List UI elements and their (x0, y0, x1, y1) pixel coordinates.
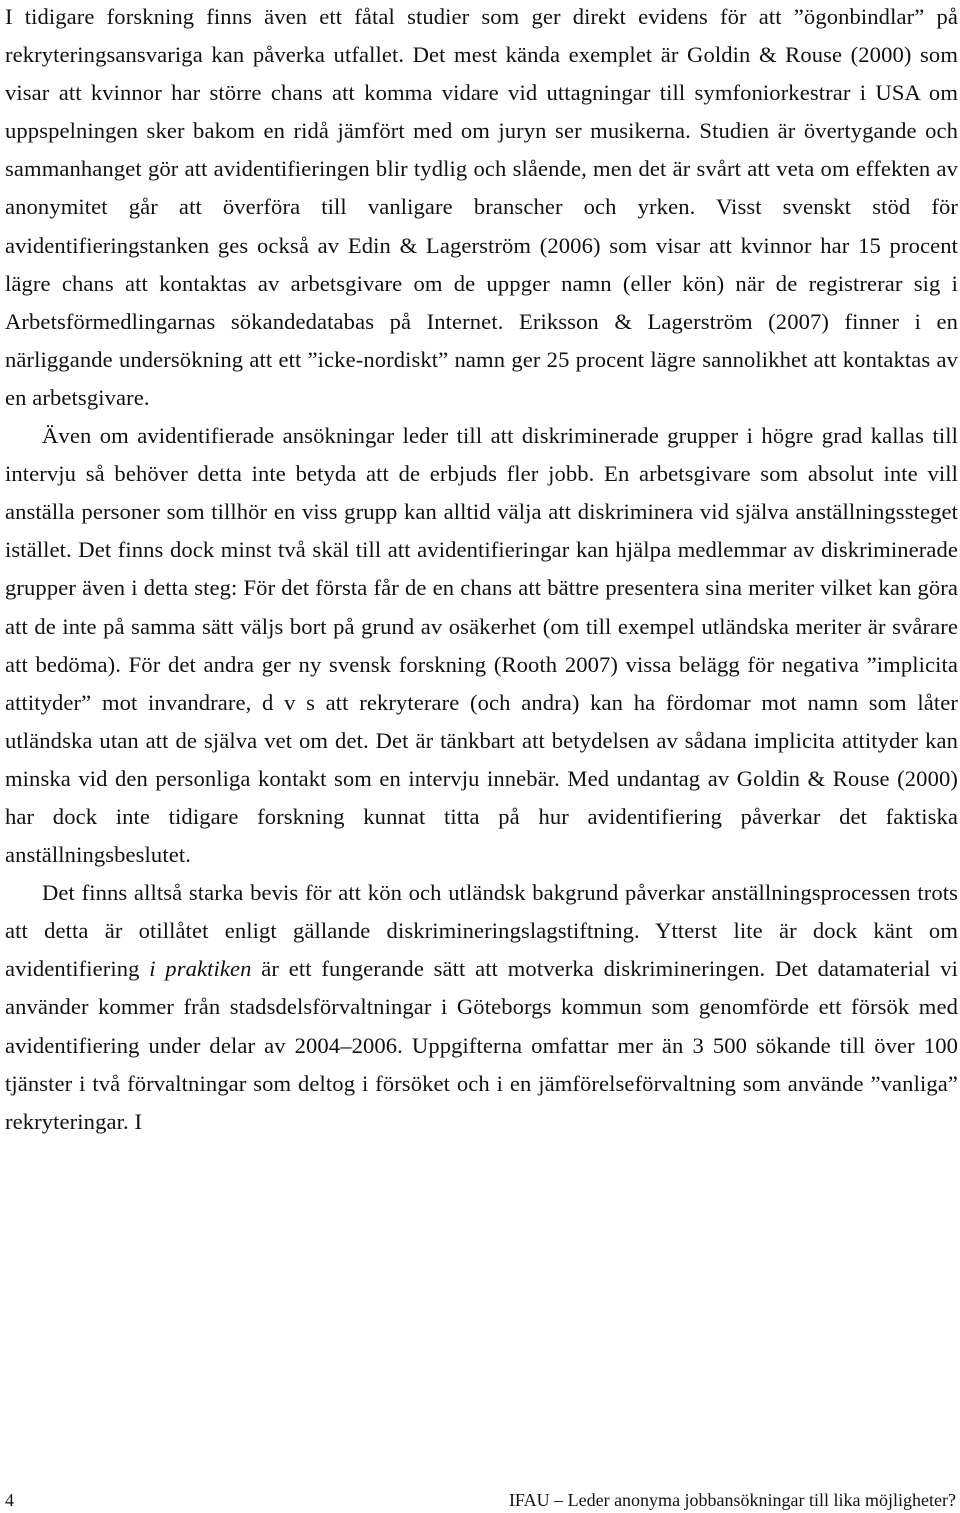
page-footer (5, 1489, 956, 1511)
page-number: 4 (5, 1490, 14, 1510)
paragraph-3-text-start: Det finns alltså starka bevis för att kön och utländsk bakgrund påverkar anställningsprocessen trots att detta är otillåtet enligt gällande diskrimineringslagstiftning. Ytterst lite är dock känt om avidentifiering (5, 880, 958, 982)
paragraph-2-text: Även om avidentifierade ansökningar leder till att diskriminerade grupper i högre grad kallas till intervju så behöver detta inte betyda att de erbjuds fler jobb. En arbetsgivare som absolut inte vill anställa personer som tillhör en viss grupp kan alltid välja att diskriminera vid själva anställningssteget istället. Det finns dock minst två skäl till att avidentifieringar kan hjälpa medlemmar av diskriminerade grupper även i detta steg: För det första får de en chans att bättre presentera sina meriter vilket kan göra att de inte på samma sätt väljs bort på grund av osäkerhet (om till exempel utländska meriter är svårare att bedöma). För det andra ger ny svensk forskning (Rooth 2007) vissa belägg för negativa ”implicita attityder” mot invandrare, d v s att rekryterare (och andra) kan ha fördomar mot namn som låter utländska utan att de själva vet om det. Det är tänkbart att betydelsen av sådana implicita attityder kan minska vid den personliga kontakt som en intervju innebär. Med undantag av Goldin & Rouse (2000) har dock inte tidigare forskning kunnat titta på hur avidentifiering påverkar det faktiska anställningsbeslutet. (5, 423, 958, 868)
running-title: IFAU – Leder anonyma jobbansökningar till lika möjligheter? (508, 1490, 956, 1510)
paragraph-2 (5, 417, 958, 874)
body-text (5, 0, 958, 1141)
paragraph-3-italic-phrase: i praktiken (149, 956, 252, 982)
paragraph-3-text-end: är ett fungerande sätt att motverka diskrimineringen. Det datamaterial vi använder kommer från stadsdelsförvaltningar i Göteborgs kommun som genomförde ett försök med avidentifiering under delar av 2004–2006. Uppgifterna omfattar mer än 3 500 sökande till över 100 tjänster i två förvaltningar som deltog i försöket och i en jämförelseförvaltning som använde ”vanliga” rekryteringar. I (5, 956, 958, 1134)
paragraph-1 (5, 0, 958, 417)
paragraph-1-text: I tidigare forskning finns även ett fåtal studier som ger direkt evidens för att ”ögonbindlar” på rekryteringsansvariga kan påverka utfallet. Det mest kända exemplet är Goldin & Rouse (2000) som visar att kvinnor har större chans att komma vidare vid uttagningar till symfoniorkestrar i USA om uppspelningen sker bakom en ridå jämfört med om juryn ser musikerna. Studien är övertygande och sammanhanget gör att avidentifieringen blir tydlig och slående, men det är svårt att veta om effekten av anonymitet går att överföra till vanligare branscher och yrken. Visst svenskt stöd för avidentifieringstanken ges också av Edin & Lagerström (2006) som visar att kvinnor har 15 procent lägre chans att kontaktas av arbetsgivare om de uppger namn (eller kön) när de registrerar sig i Arbetsförmedlingarnas sökandedatabas på Internet. Eriksson & Lagerström (2007) finner i en närliggande undersökning att ett ”icke-nordiskt” namn ger 25 procent lägre sannolikhet att kontaktas av en arbetsgivare. (5, 4, 958, 410)
paragraph-3 (5, 874, 958, 1141)
